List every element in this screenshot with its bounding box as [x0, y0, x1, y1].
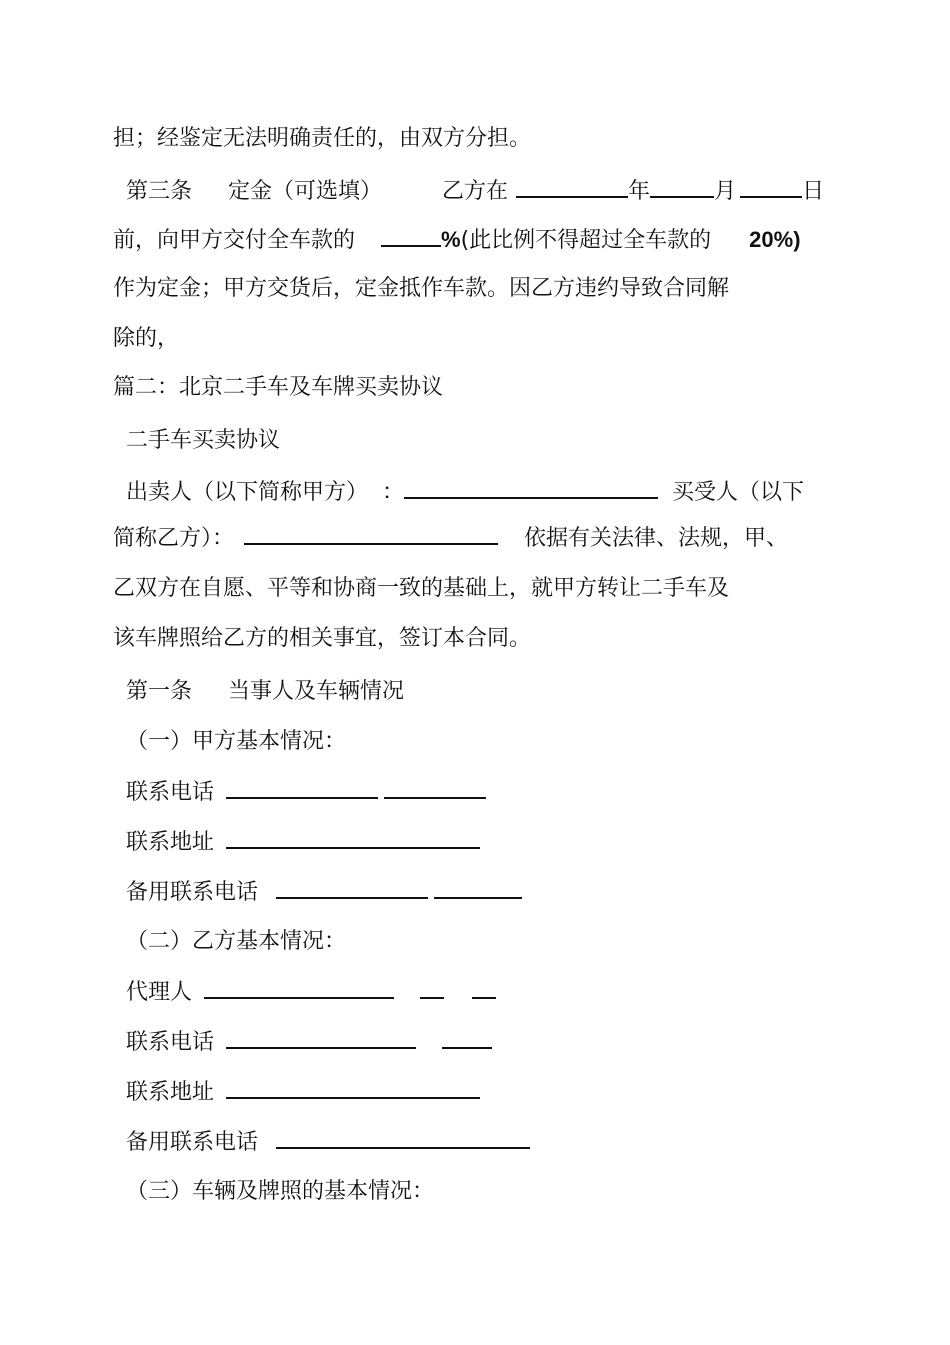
- seller-line: [126, 477, 804, 508]
- vehicle-title: （三）车辆及牌照的基本情况：: [126, 1179, 435, 1204]
- article-3-line: [126, 176, 824, 207]
- party-b-alt-phone-label: 备用联系电话: [126, 1130, 259, 1155]
- buyer-line: [113, 523, 788, 554]
- section-2-title: 篇二：北京二手车及车牌买卖协议: [113, 375, 444, 400]
- article-3-heading: 第三条: [126, 179, 193, 204]
- seller-label: 出卖人（以下简称甲方）: [126, 480, 369, 505]
- party-b-address-line: [126, 1077, 480, 1108]
- percent-limit: 20%): [749, 227, 801, 252]
- blank-party-b-agent-3[interactable]: [472, 977, 496, 999]
- blank-seller-name[interactable]: [404, 477, 658, 499]
- party-b-agent-label: 代理人: [126, 980, 193, 1005]
- blank-month[interactable]: [650, 176, 714, 198]
- blank-year[interactable]: [516, 176, 628, 198]
- article-3-title: 定金（可选填）: [228, 179, 383, 204]
- party-a-title: （一）甲方基本情况：: [126, 729, 347, 754]
- article-3-line-3: 作为定金；甲方交货后，定金抵作车款。因乙方违约导致合同解: [113, 276, 730, 301]
- blank-party-b-agent-2[interactable]: [420, 977, 444, 999]
- buyer-label-2: 简称乙方）：: [113, 526, 235, 551]
- party-b-agent-line: [126, 977, 496, 1008]
- label-day: 日: [802, 179, 825, 204]
- label-percent: %: [441, 227, 461, 252]
- blank-party-a-alt-phone-2[interactable]: [434, 877, 522, 899]
- party-a-alt-phone-label: 备用联系电话: [126, 880, 259, 905]
- party-a-alt-phone-line: [126, 877, 522, 908]
- party-a-address-label: 联系地址: [126, 830, 215, 855]
- blank-buyer-name[interactable]: [244, 523, 498, 545]
- label-month: 月: [714, 179, 737, 204]
- blank-day[interactable]: [740, 176, 802, 198]
- article-1-heading: 第一条: [126, 679, 193, 704]
- blank-party-b-alt-phone[interactable]: [276, 1127, 530, 1149]
- label-year: 年: [628, 179, 651, 204]
- basis-a: 依据有关法律、法规，甲、: [524, 526, 789, 551]
- blank-party-a-alt-phone[interactable]: [276, 877, 428, 899]
- basis-line-c: 该车牌照给乙方的相关事宜，签订本合同。: [113, 626, 532, 651]
- buyer-label: 买受人（以下: [672, 480, 805, 505]
- party-a-phone-label: 联系电话: [126, 780, 215, 805]
- article-1-line: [126, 677, 404, 707]
- party-b-phone-line: [126, 1027, 492, 1058]
- blank-party-b-address[interactable]: [226, 1077, 480, 1099]
- party-b-alt-phone-line: [126, 1127, 530, 1158]
- article-3-line-4: 除的，: [113, 326, 180, 351]
- blank-party-a-phone-2[interactable]: [384, 777, 486, 799]
- article-3-text-b: 前，向甲方交付全车款的: [113, 228, 356, 253]
- article-3-line-2: [113, 225, 801, 256]
- article-3-text-a: 乙方在: [442, 179, 509, 204]
- blank-party-b-phone-2[interactable]: [442, 1027, 492, 1049]
- article-3-text-c: (此比例不得超过全车款的: [460, 228, 712, 253]
- blank-percent[interactable]: [381, 225, 441, 247]
- blank-party-b-agent[interactable]: [204, 977, 394, 999]
- party-a-address-line: [126, 827, 480, 858]
- party-b-address-label: 联系地址: [126, 1080, 215, 1105]
- basis-line-b: 乙双方在自愿、平等和协商一致的基础上，就甲方转让二手车及: [113, 576, 730, 601]
- agreement-title: 二手车买卖协议: [126, 428, 281, 453]
- blank-party-a-address[interactable]: [226, 827, 480, 849]
- party-a-phone-line: [126, 777, 486, 808]
- seller-colon: ：: [382, 480, 405, 505]
- text-line-liability: 担；经鉴定无法明确责任的，由双方分担。: [113, 126, 532, 151]
- party-b-phone-label: 联系电话: [126, 1030, 215, 1055]
- party-b-title: （二）乙方基本情况：: [126, 929, 347, 954]
- article-1-title: 当事人及车辆情况: [228, 679, 405, 704]
- blank-party-b-phone[interactable]: [226, 1027, 416, 1049]
- blank-party-a-phone[interactable]: [226, 777, 378, 799]
